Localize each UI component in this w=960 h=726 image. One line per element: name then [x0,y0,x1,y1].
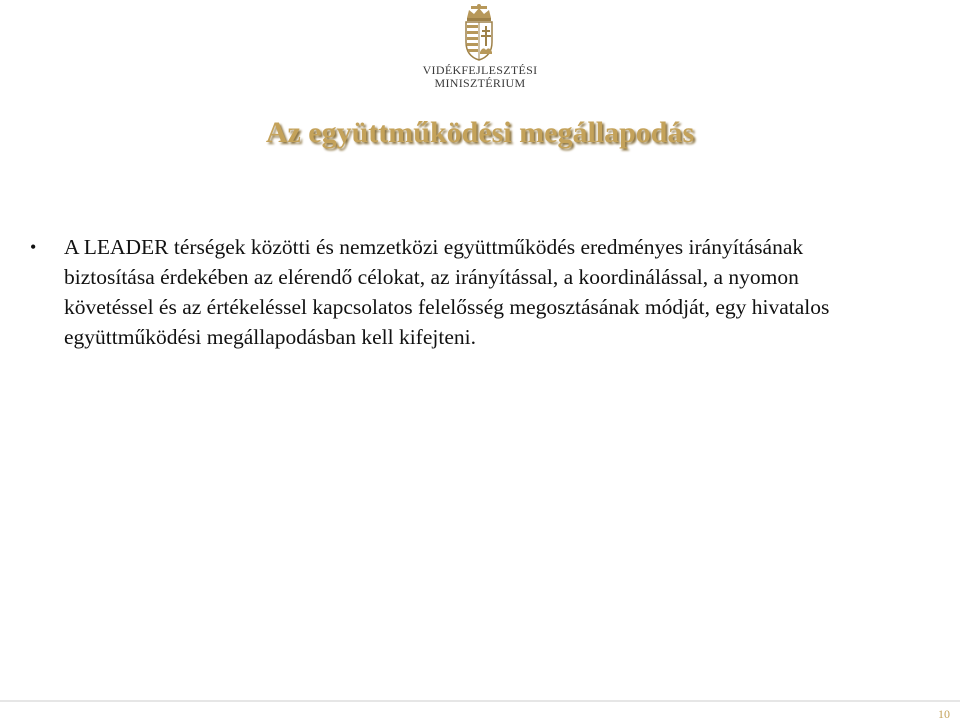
bullet-text: A LEADER térségek közötti és nemzetközi együttműködés eredményes irányításának biztosítása érdekében az elérendő célokat, az irányítással, a koordinálással, a nyomon követéssel és az értékeléssel kapcsolatos felelősség megosztásának módját, egy hivatalos együttműködési megállapodásban kell kifejteni. [64,235,830,349]
ministry-name-line2: MINISZTÉRIUM [434,76,526,90]
slide-title: Az együttműködési megállapodás [265,116,695,149]
bullet-icon: • [30,237,37,257]
slide-header [0,0,960,100]
ministry-name [380,64,580,90]
page-number: 10 [938,707,950,721]
ministry-name-line1: VIDÉKFEJLESZTÉSI [422,63,538,77]
bullet-item [30,232,890,352]
bullet-list [30,232,890,352]
footer-divider [0,700,960,702]
coat-of-arms-icon [458,4,500,62]
